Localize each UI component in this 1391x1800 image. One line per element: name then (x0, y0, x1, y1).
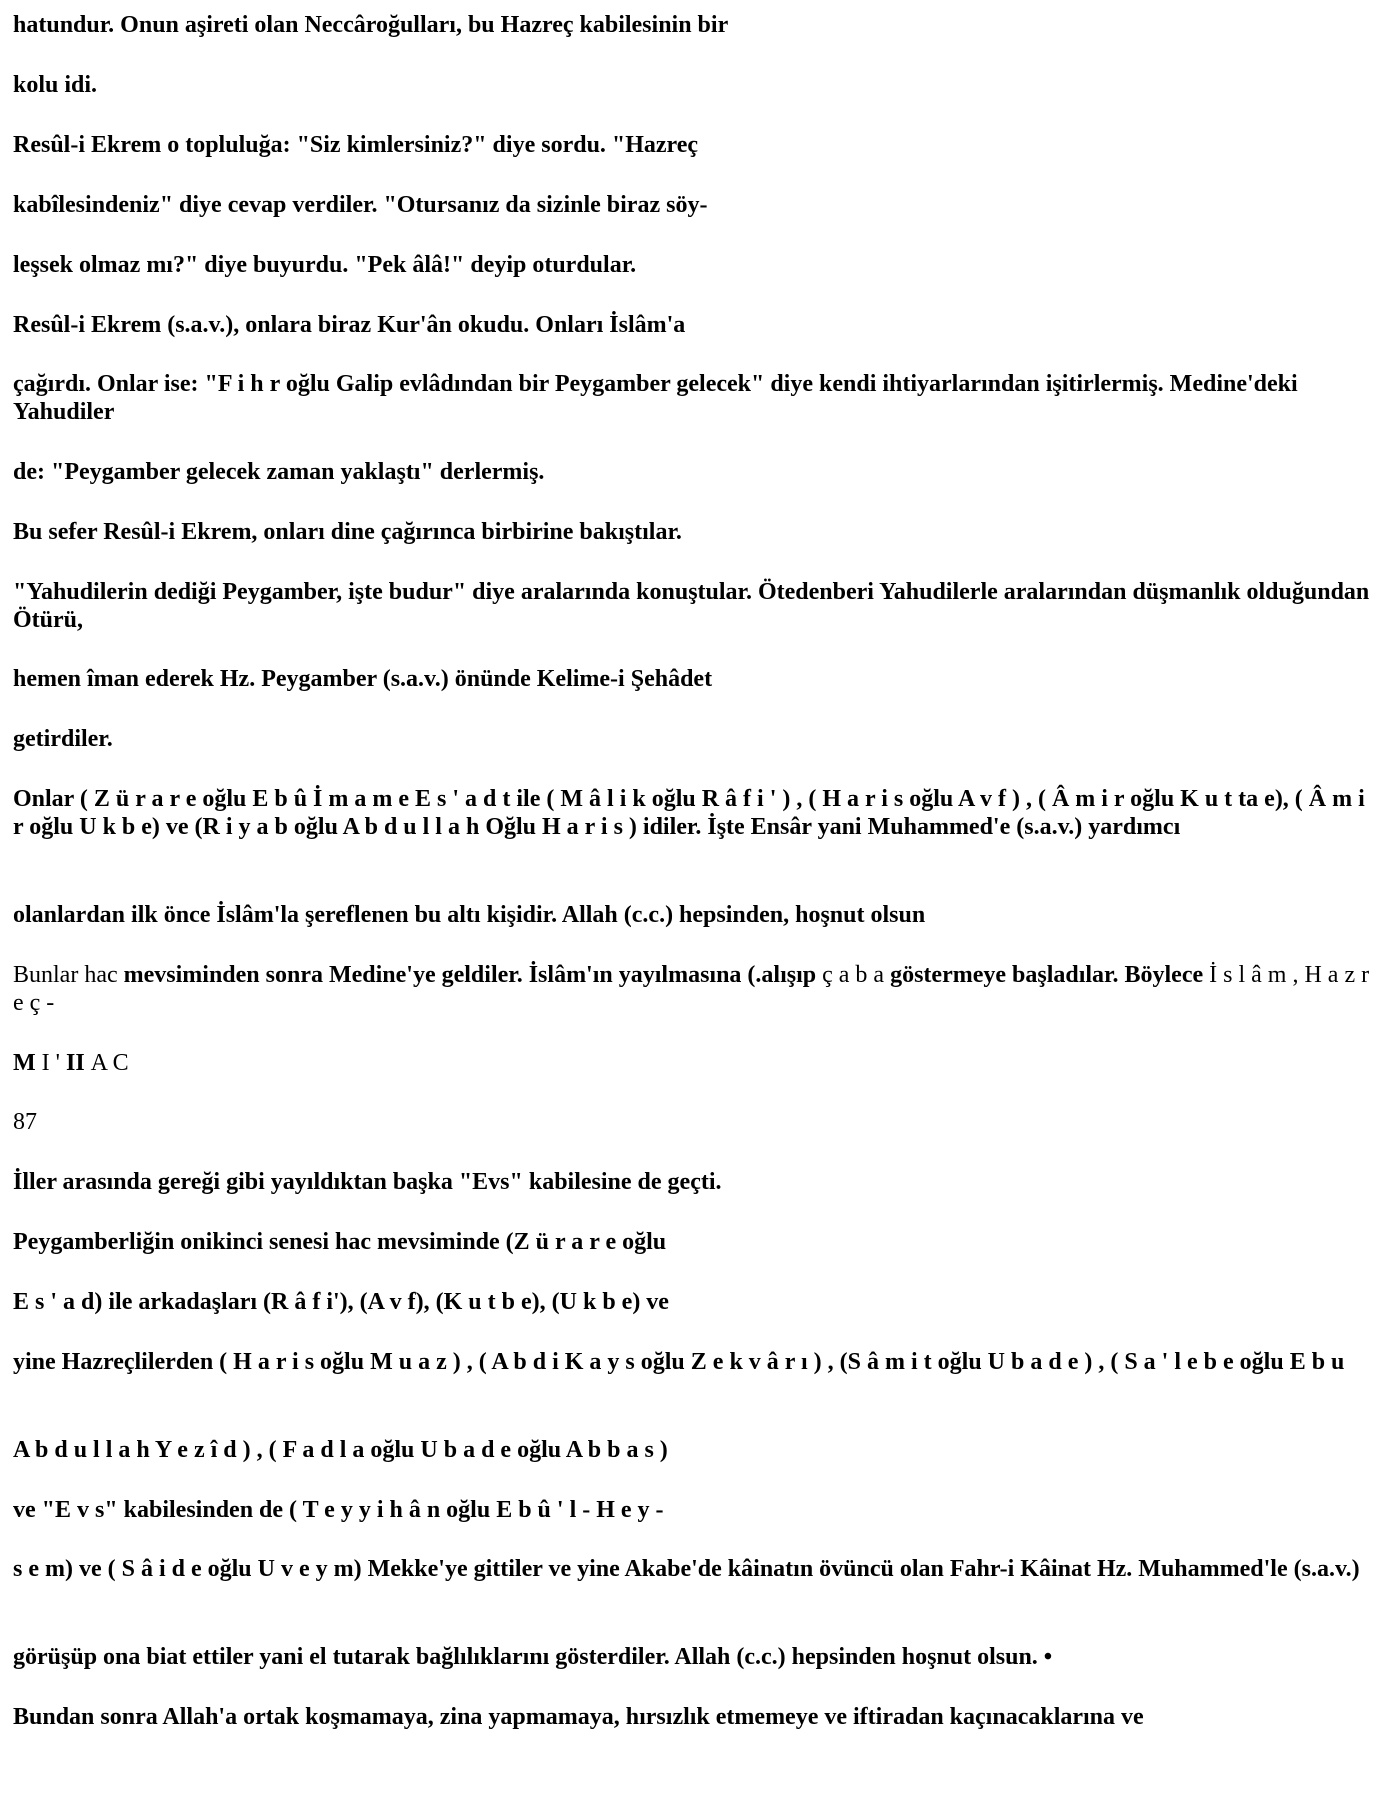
text-run: ç a b a (822, 962, 891, 988)
text-run: hemen îman ederek Hz. Peygamber (s.a.v.) önünde Kelime-i Şehâdet (13, 666, 713, 692)
text-run: çağırdı. Onlar ise: "F i h r oğlu Galip evlâdından bir Peygamber gelecek" diye kendi ihtiyarlarından işitirlermiş. Medine'deki Yahudiler (13, 371, 1298, 425)
paragraph-13 (13, 785, 1378, 841)
paragraph-12 (13, 725, 1378, 753)
text-run: hatundur. Onun aşireti olan Neccâroğulları, bu Hazreç kabilesinin bir (13, 12, 729, 38)
text-run: Resûl-i Ekrem o topluluğa: "Siz kimlersiniz?" diye sordu. "Hazreç (13, 132, 699, 158)
text-run: II (65, 1050, 91, 1076)
paragraph-9 (13, 518, 1378, 546)
text-run: Peygamberliğin onikinci senesi hac mevsiminde (Z ü r a r e oğlu (13, 1229, 667, 1255)
text-run: göstermeye başladılar. Böylece (890, 962, 1210, 988)
text-run: kolu idi. (13, 72, 98, 98)
text-run: İller arasında gereği gibi yayıldıktan başka "Evs" kabilesine de geçti. (13, 1169, 722, 1195)
text-run: A b d u l l a h Y e z î d ) , ( F a d l a oğlu U b a d e oğlu A b b a s ) (13, 1437, 668, 1463)
text-run: de: "Peygamber gelecek zaman yaklaştı" derlermiş. (13, 459, 545, 485)
text-run: olanlardan ilk önce İslâm'la şereflenen bu altı kişidir. Allah (c.c.) hepsinden, hoşnut olsun (13, 902, 926, 928)
paragraph-10 (13, 578, 1378, 634)
paragraph-1 (13, 11, 1378, 39)
text-run: s e m) ve ( S â i d e oğlu U v e y m) Mekke'ye gittiler ve yine Akabe'de kâinatın övüncü olan Fahr-i Kâinat Hz. Muhammed'le (s.a.v.) (13, 1556, 1360, 1582)
paragraph-3 (13, 131, 1378, 159)
text-run: kabîlesindeniz" diye cevap verdiler. "Otursanız da sizinle biraz söy- (13, 192, 708, 218)
paragraph-18 (13, 1168, 1378, 1196)
paragraph-6 (13, 311, 1378, 339)
text-run: E s ' a d) ile arkadaşları (R â f i'), (A v f), (K u t b e), (U k b e) ve (13, 1289, 669, 1315)
text-run: I ' (41, 1050, 66, 1076)
text-run: Onlar ( Z ü r a r e oğlu E b û İ m a m e E s ' a d t ile ( M â l i k oğlu R â f i ' ) , ( H a r i s oğlu A v f ) , ( Â m i r oğlu K u t ta e), ( Â m i r oğlu U k b e) ve (R i y a b oğlu A b d u l l a h Oğlu H a r i s ) idiler. İşte Ensâr yani Muhammed'e (s.a.v.) yardımcı (13, 786, 1365, 840)
paragraph-23 (13, 1496, 1378, 1524)
text-run: getirdiler. (13, 726, 113, 752)
paragraph-5 (13, 251, 1378, 279)
paragraph-11 (13, 665, 1378, 693)
text-run: İ s l â m , H a z r e ç - (13, 962, 1370, 1016)
paragraph-22 (13, 1436, 1378, 1464)
paragraph-19 (13, 1228, 1378, 1256)
paragraph-14 (13, 901, 1378, 929)
text-run: leşsek olmaz mı?" diye buyurdu. "Pek âlâ!" deyip oturdular. (13, 252, 637, 278)
paragraph-16 (13, 1049, 1378, 1077)
paragraph-2 (13, 71, 1378, 99)
text-run: Bunlar hac (13, 962, 124, 988)
page-number (13, 1108, 1378, 1136)
text-run: mevsiminden sonra Medine'ye geldiler. İslâm'ın yayılmasına (.alışıp (123, 962, 823, 988)
text-run: ve "E v s" kabilesinden de ( T e y y i h â n oğlu E b û ' l - H e y - (13, 1497, 664, 1523)
paragraph-21 (13, 1348, 1378, 1376)
paragraph-8 (13, 458, 1378, 486)
text-run: Resûl-i Ekrem (s.a.v.), onlara biraz Kur'ân okudu. Onları İslâm'a (13, 312, 686, 338)
paragraph-7 (13, 370, 1378, 426)
text-run: Bu sefer Resûl-i Ekrem, onları dine çağırınca birbirine bakıştılar. (13, 519, 682, 545)
text-run: görüşüp ona biat ettiler yani el tutarak bağlılıklarını gösterdiler. Allah (c.c.) hepsinden hoşnut olsun. • (13, 1644, 1053, 1670)
text-run: "Yahudilerin dediği Peygamber, işte budur" diye aralarında konuştular. Ötedenberi Yahudilerle aralarından düşmanlık olduğundan Ötürü, (13, 579, 1370, 633)
text-run: yine Hazreçlilerden ( H a r i s oğlu M u a z ) , ( A b d i K a y s oğlu Z e k v â r ı ) , (S â m i t oğlu U b a d e ) , ( S a ' l e b e oğlu E b u (13, 1349, 1345, 1375)
text-run: Bundan sonra Allah'a ortak koşmamaya, zina yapmamaya, hırsızlık etmemeye ve iftiradan kaçınacaklarına ve (13, 1704, 1144, 1730)
text-run: 87 (13, 1109, 37, 1135)
paragraph-24 (13, 1555, 1378, 1583)
paragraph-15 (13, 961, 1378, 1017)
paragraph-25 (13, 1643, 1378, 1671)
paragraph-26 (13, 1703, 1378, 1731)
paragraph-20 (13, 1288, 1378, 1316)
text-run: M (13, 1050, 42, 1076)
paragraph-4 (13, 191, 1378, 219)
text-run: A C (90, 1050, 129, 1076)
